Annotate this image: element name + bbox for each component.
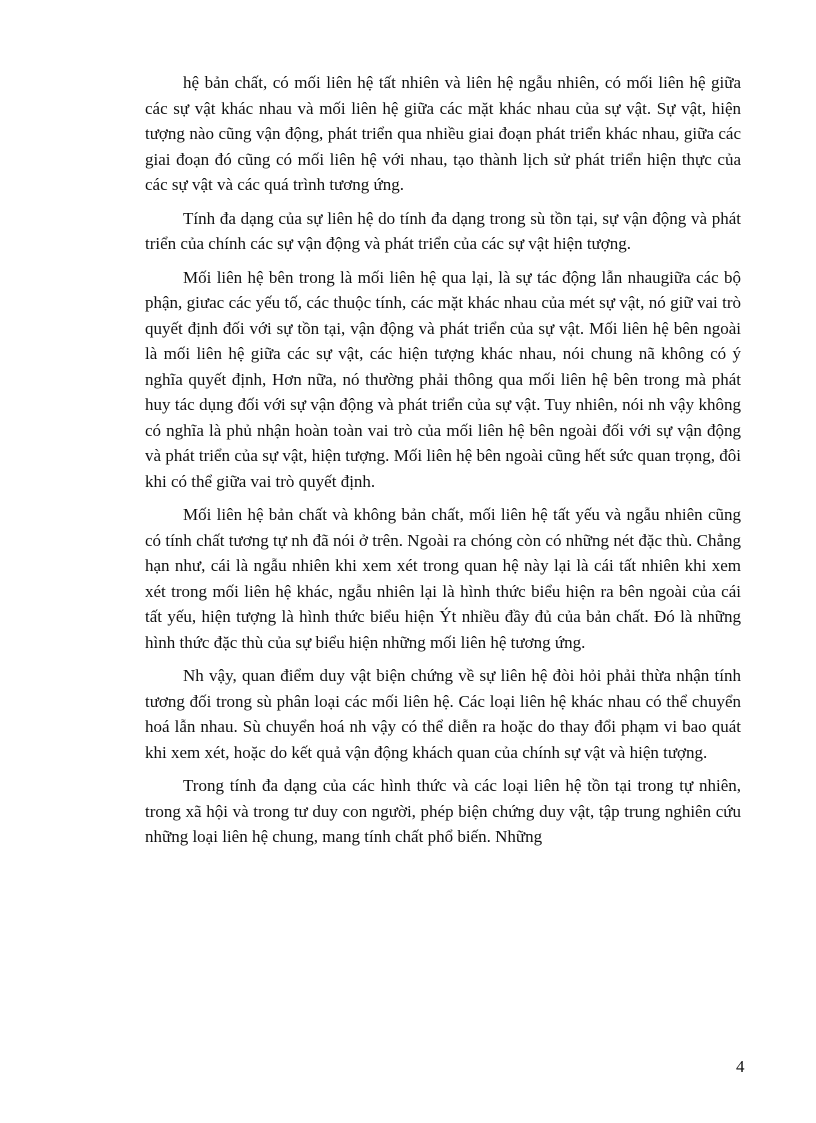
page-number: 4	[736, 1057, 745, 1076]
document-body	[145, 70, 741, 858]
paragraph-1: hệ bản chất, có mối liên hệ tất nhiên và liên hệ ngẫu nhiên, có mối liên hệ giữa các sự vật khác nhau và mối liên hệ giữa các mặt khác nhau của sự vật. Sự vật, hiện tượng nào cũng vận động, phát triển qua nhiều giai đoạn phát triển khác nhau, giữa các giai đoạn đó cũng có mối liên hệ với nhau, tạo thành lịch sử phát triển hiện thực của các sự vật và các quá trình tương ứng.	[145, 73, 741, 194]
paragraph-2: Tính đa dạng của sự liên hệ do tính đa dạng trong sù tồn tại, sự vận động và phát triển của chính các sự vận động và phát triển của các sự vật hiện tượng.	[145, 208, 741, 253]
paragraph-4: Mối liên hệ bản chất và không bản chất, mối liên hệ tất yếu và ngẫu nhiên cũng có tính chất tương tự nh đã nói ở trên. Ngoài ra chóng còn có những nét đặc thù. Chẳng hạn như, cái là ngẫu nhiên khi xem xét trong quan hệ này lại là cái tất nhiên khi xem xét trong mối liên hệ khác, ngẫu nhiên lại là hình thức biểu hiện ra bên ngoài của cái tất yếu, hiện tượng là hình thức biểu hiện Ýt nhiều đầy đủ của bản chất. Đó là những hình thức đặc thù của sự biểu hiện những mối liên hệ tương ứng.	[145, 505, 741, 652]
paragraph-6: Trong tính đa dạng của các hình thức và các loại liên hệ tồn tại trong tự nhiên, trong xã hội và trong tư duy con người, phép biện chứng duy vật, tập trung nghiên cứu những loại liên hệ chung, mang tính chất phổ biến. Những	[145, 776, 741, 846]
paragraph-5: Nh vậy, quan điểm duy vật biện chứng về sự liên hệ đòi hỏi phải thừa nhận tính tương đối trong sù phân loại các mối liên hệ. Các loại liên hệ khác nhau có thể chuyển hoá lẫn nhau. Sù chuyển hoá nh vậy có thể diễn ra hoặc do thay đổi phạm vi bao quát khi xem xét, hoặc do kết quả vận động khách quan của chính sự vật và hiện tượng.	[145, 666, 741, 762]
paragraph-3: Mối liên hệ bên trong là mối liên hệ qua lại, là sự tác động lẫn nhaugiữa các bộ phận, giưac các yếu tố, các thuộc tính, các mặt khác nhau của mét sự vật, nó giữ vai trò quyết định đối với sự tồn tại, vận động và phát triển của sự vật. Mối liên hệ bên ngoài là mối liên hệ giữa các sự vật, các hiện tượng khác nhau, nói chung nã không có ý nghĩa quyết định, Hơn nữa, nó thường phải thông qua mối liên hệ bên trong mà phát huy tác dụng đối với sự vận động và phát triển của sự vật. Tuy nhiên, nói nh vậy không có nghĩa là phủ nhận hoàn toàn vai trò của mối liên hệ bên ngoài đối với sự vận động và phát triển của sự vật, hiện tượng. Mối liên hệ bên ngoài cũng hết sức quan trọng, đôi khi có thể giữa vai trò quyết định.	[145, 267, 741, 491]
